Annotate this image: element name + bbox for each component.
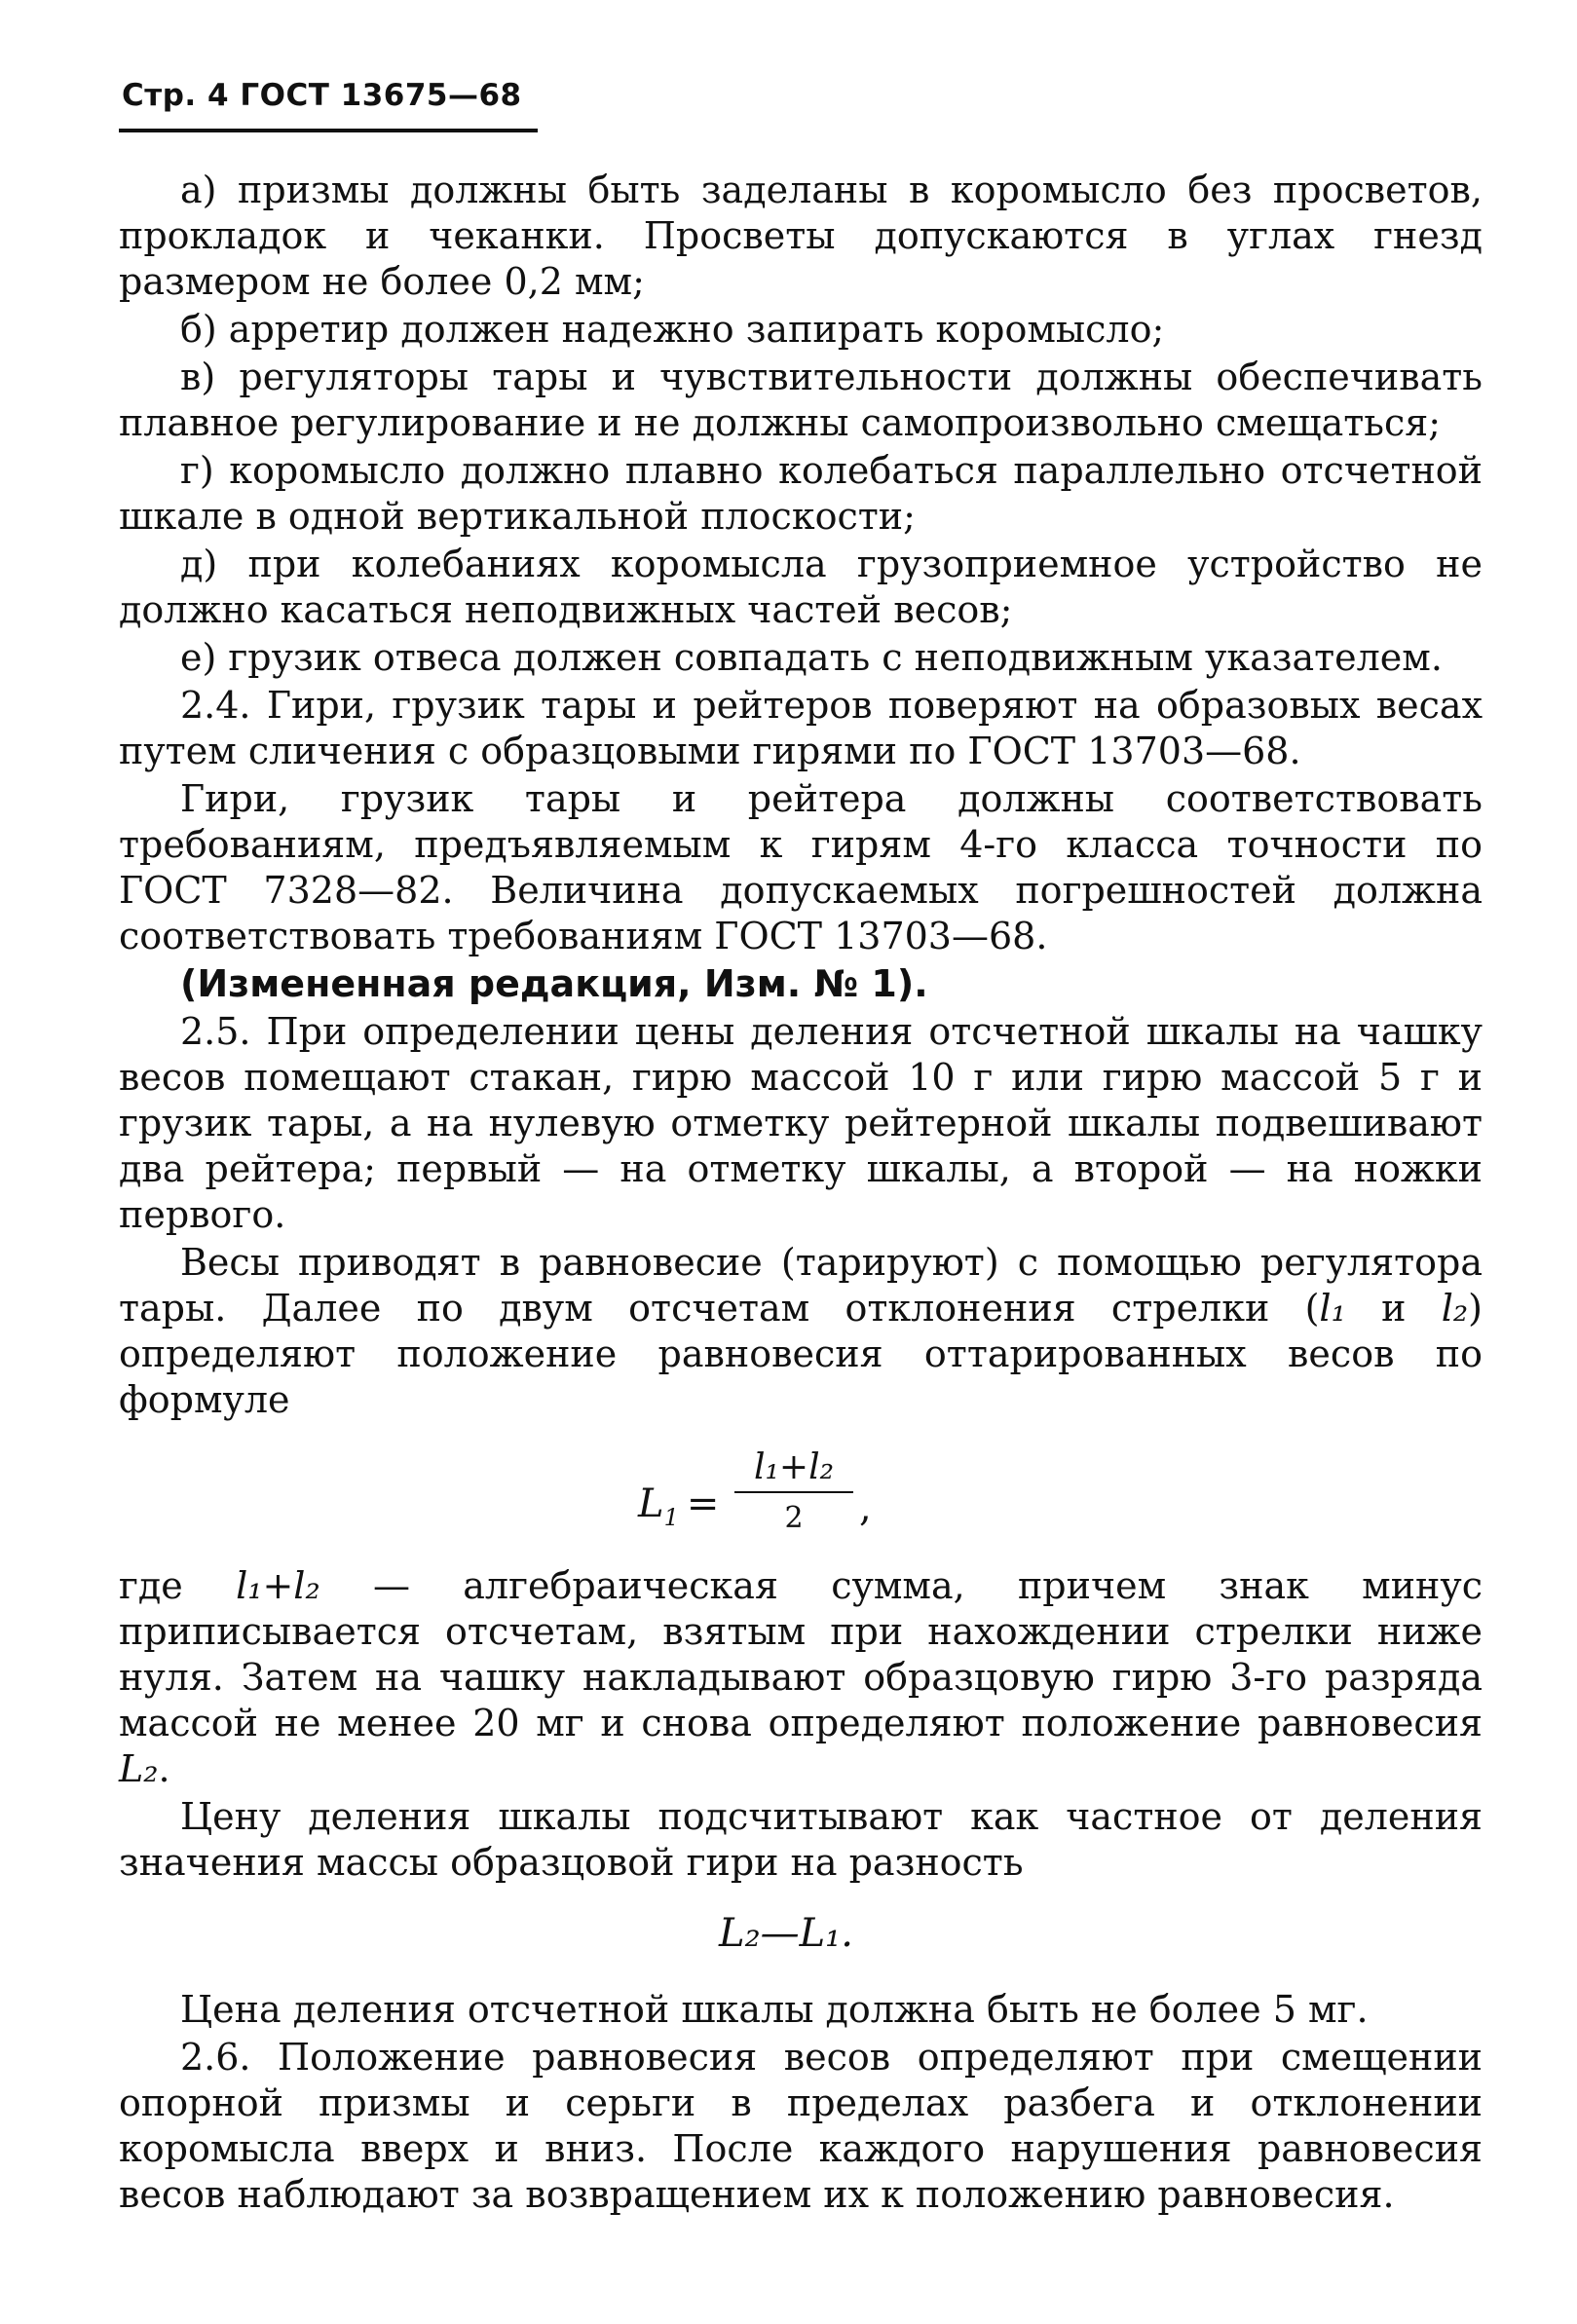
item-b: б) арретир должен надежно запирать коромысло; [180,308,1165,351]
page-header: Стр. 4 ГОСТ 13675—68 [122,78,522,113]
document-body [119,168,1483,2220]
formula-explanation [119,1563,1483,1792]
division-limit: Цена деления отсчетной шкалы должна быть не более 5 мг. [180,1988,1369,2031]
where-text-3: . [158,1747,170,1790]
formula-lhs-letter: L [638,1481,664,1526]
clause-2-4-weights: Гири, грузик тары и рейтера должны соответствовать требованиям, предъявляемым к гирям 4-го класса точности по ГОСТ 7328—82. Величина допускаемых погрешностей должна соответствовать требованиям ГОСТ 13703—68. [119,777,1483,957]
clause-2-5: 2.5. При определении цены деления отсчетной шкалы на чашку весов помещают стакан, гирю массой 10 г или гирю массой 5 г и грузик тары, а на нулевую отметку рейтерной шкалы подвешивают два рейтера; первый — на отметку шкалы, а второй — на ножки первого. [119,1010,1483,1236]
formula-difference [119,1901,1483,1960]
symbol-l2: l₂ [1441,1287,1469,1330]
balance-text-1: Весы приводят в равновесие (тарируют) с помощью регулятора тары. Далее по двум отсчетам отклонения стрелки ( [119,1241,1483,1330]
clause-2-5-balance [119,1240,1483,1423]
formula-fraction [734,1444,853,1541]
formula-denominator: 2 [784,1501,804,1535]
item-g: г) коромысло должно плавно колебаться параллельно отсчетной шкале в одной вертикальной плоскости; [119,449,1483,538]
formula-lhs-sub: 1 [663,1504,679,1531]
balance-text-3: ) определяют положение равновесия оттарированных весов по формуле [119,1287,1483,1421]
item-v: в) регуляторы тары и чувствительности должны обеспечивать плавное регулирование и не должны самопроизвольно смещаться; [119,356,1483,444]
item-d: д) при колебаниях коромысла грузоприемное устройство не должно касаться неподвижных частей весов; [119,543,1483,631]
difference-expression: L₂—L₁. [719,1911,853,1956]
where-text-1: где [119,1564,237,1607]
clause-2-6: 2.6. Положение равновесия весов определяют при смещении опорной призмы и серьги в пределах разбега и отклонении коромысла вверх и вниз. После каждого нарушения равновесия весов наблюдают за возвращением их к положению равновесия. [119,2036,1483,2216]
where-text-2: — алгебраическая сумма, причем знак минус приписывается отсчетам, взятым при нахождении стрелки ниже нуля. Затем на чашку накладывают образцовую гирю 3-го разряда массой не менее 20 мг и снова определяют положение равновесия [119,1564,1483,1744]
balance-text-2: и [1345,1287,1442,1330]
fraction-bar [734,1491,853,1493]
symbol-L2: L₂ [119,1747,159,1790]
formula-comma: , [859,1485,872,1530]
item-e: е) грузик отвеса должен совпадать с неподвижным указателем. [180,636,1443,679]
formula-equals: = [686,1481,720,1526]
formula-numerator: l₁+l₂ [753,1447,835,1487]
clause-2-4: 2.4. Гири, грузик тары и рейтеров поверяют на образовых весах путем сличения с образцовыми гирями по ГОСТ 13703—68. [119,684,1483,772]
header-rule [119,129,538,132]
item-a: а) призмы должны быть заделаны в коромысло без просветов, прокладок и чеканки. Просветы допускаются в углах гнезд размером не более 0,2 мм; [119,169,1483,303]
symbol-l1: l₁ [1319,1287,1346,1330]
formula-equilibrium [119,1444,1483,1552]
division-price-text: Цену деления шкалы подсчитывают как частное от деления значения массы образцовой гири на разность [119,1795,1483,1884]
symbol-sum: l₁+l₂ [236,1564,320,1607]
formula-lhs [638,1481,719,1541]
amendment-note: (Измененная редакция, Изм. № 1). [180,962,928,1005]
